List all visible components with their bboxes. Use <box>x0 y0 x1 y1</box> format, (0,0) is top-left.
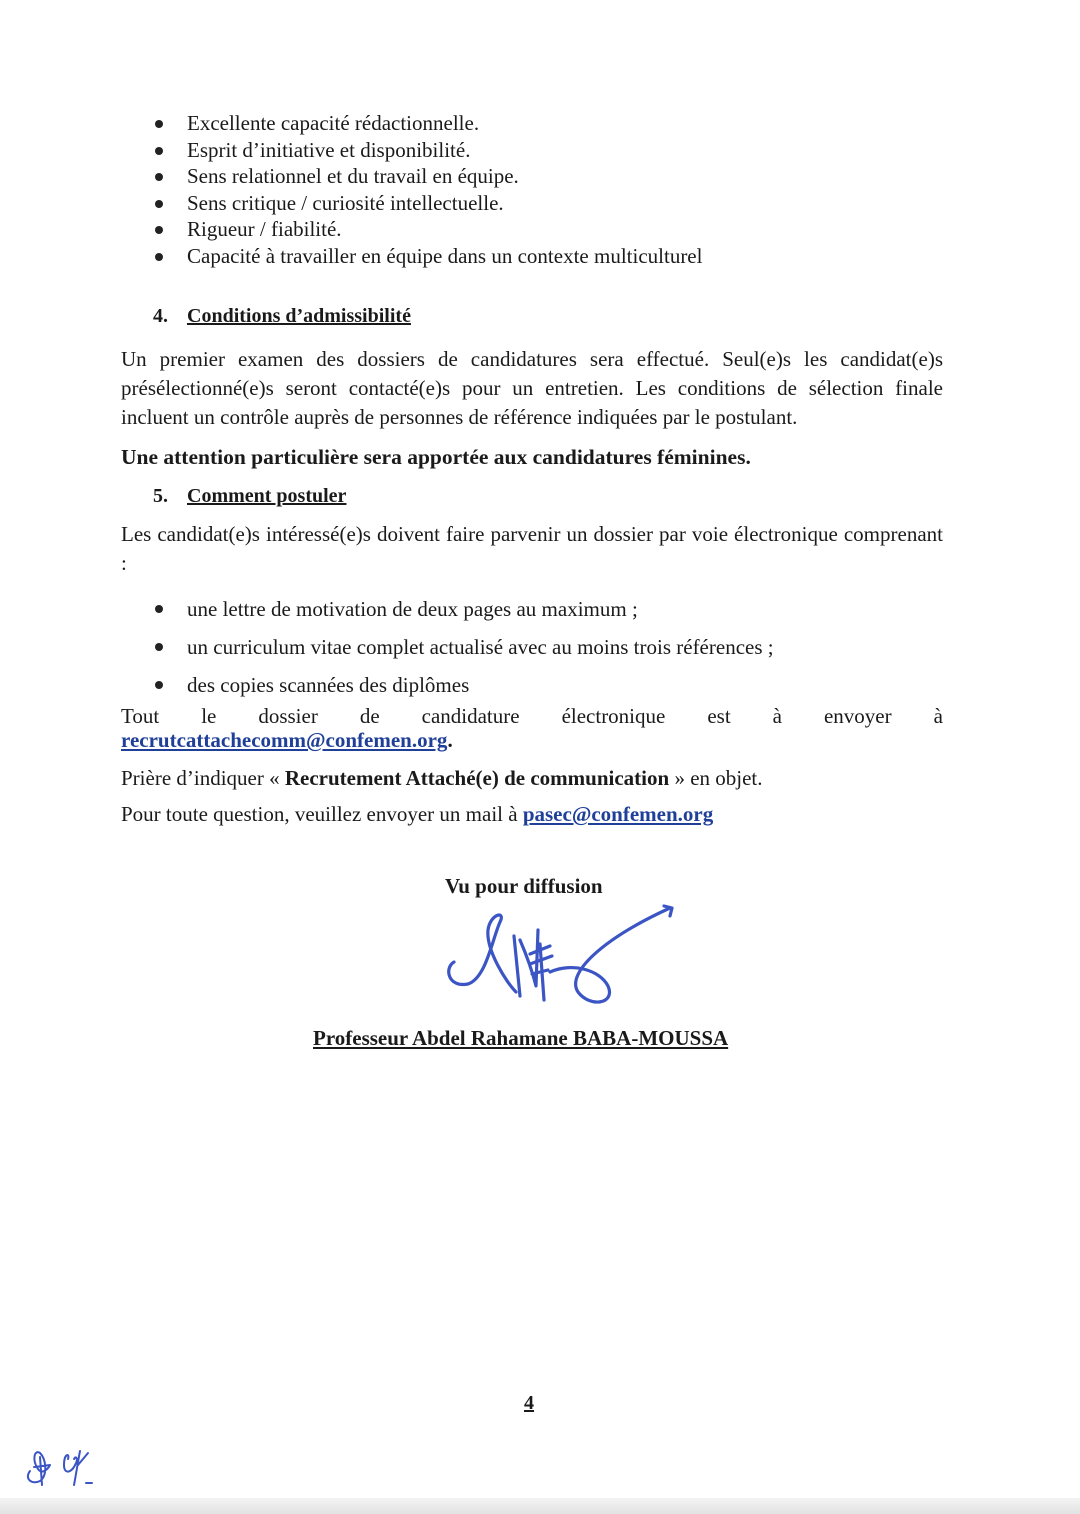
section-number: 5. <box>153 485 168 507</box>
signatory-name: Professeur Abdel Rahamane BABA-MOUSSA <box>313 1026 729 1050</box>
section-title: Comment postuler <box>187 485 347 507</box>
list-item: Excellente capacité rédactionnelle. <box>152 110 702 137</box>
subject-text: Recrutement Attaché(e) de communication <box>284 766 670 790</box>
admissibility-paragraph: Un premier examen des dossiers de candidatures sera effectué. Seul(e)s les candidat(e)s présélectionné(e)s seront contacté(e)s pour un entretien. Les conditions de sélection finale incluent un contrôle auprès de personnes de référence indiquées par le postulant. <box>121 347 943 429</box>
send-instruction <box>121 704 943 729</box>
section-4-heading <box>153 305 411 328</box>
initials-icon <box>18 1445 108 1495</box>
list-item: un curriculum vitae complet actualisé avec au moins trois références ; <box>152 628 774 666</box>
subject-line <box>121 766 763 791</box>
question-line <box>121 802 713 827</box>
subject-prefix: Prière d’indiquer « <box>121 766 285 790</box>
list-item: Esprit d’initiative et disponibilité. <box>152 137 702 164</box>
word: candidature <box>421 704 520 728</box>
word: électronique <box>561 704 666 728</box>
section-5-heading <box>153 485 346 508</box>
emphasis-statement: Une attention particulière sera apportée aux candidatures féminines. <box>121 445 751 469</box>
page-number: 4 <box>524 1392 534 1414</box>
list-item: Capacité à travailler en équipe dans un contexte multiculturel <box>152 243 702 270</box>
word: de <box>359 704 380 728</box>
section-number: 4. <box>153 305 168 327</box>
list-item: des copies scannées des diplômes <box>152 666 774 704</box>
skills-list <box>152 110 702 269</box>
word: le <box>201 704 217 728</box>
signature-icon <box>440 900 680 1010</box>
word: est <box>707 704 731 728</box>
send-email-line <box>121 728 453 753</box>
signature-caption: Vu pour diffusion <box>445 874 603 898</box>
period: . <box>447 728 453 752</box>
subject-suffix: » en objet. <box>669 766 763 790</box>
list-item: une lettre de motivation de deux pages au maximum ; <box>152 590 774 628</box>
word: à <box>772 704 782 728</box>
documents-list <box>152 590 774 704</box>
word: Tout <box>121 704 160 728</box>
list-item: Rigueur / fiabilité. <box>152 216 702 243</box>
section-title: Conditions d’admissibilité <box>187 305 411 327</box>
word: dossier <box>258 704 318 728</box>
question-prefix: Pour toute question, veuillez envoyer un mail à <box>121 802 523 826</box>
contact-email-link[interactable]: pasec@confemen.org <box>522 802 714 826</box>
apply-paragraph: Les candidat(e)s intéressé(e)s doivent faire parvenir un dossier par voie électronique comprenant : <box>121 522 943 575</box>
recruitment-email-link[interactable]: recrutcattachecomm@confemen.org <box>121 728 448 752</box>
list-item: Sens critique / curiosité intellectuelle. <box>152 190 702 217</box>
list-item: Sens relationnel et du travail en équipe. <box>152 163 702 190</box>
word: à <box>933 704 943 728</box>
word: envoyer <box>823 704 892 728</box>
page-bottom-edge <box>0 1498 1080 1514</box>
